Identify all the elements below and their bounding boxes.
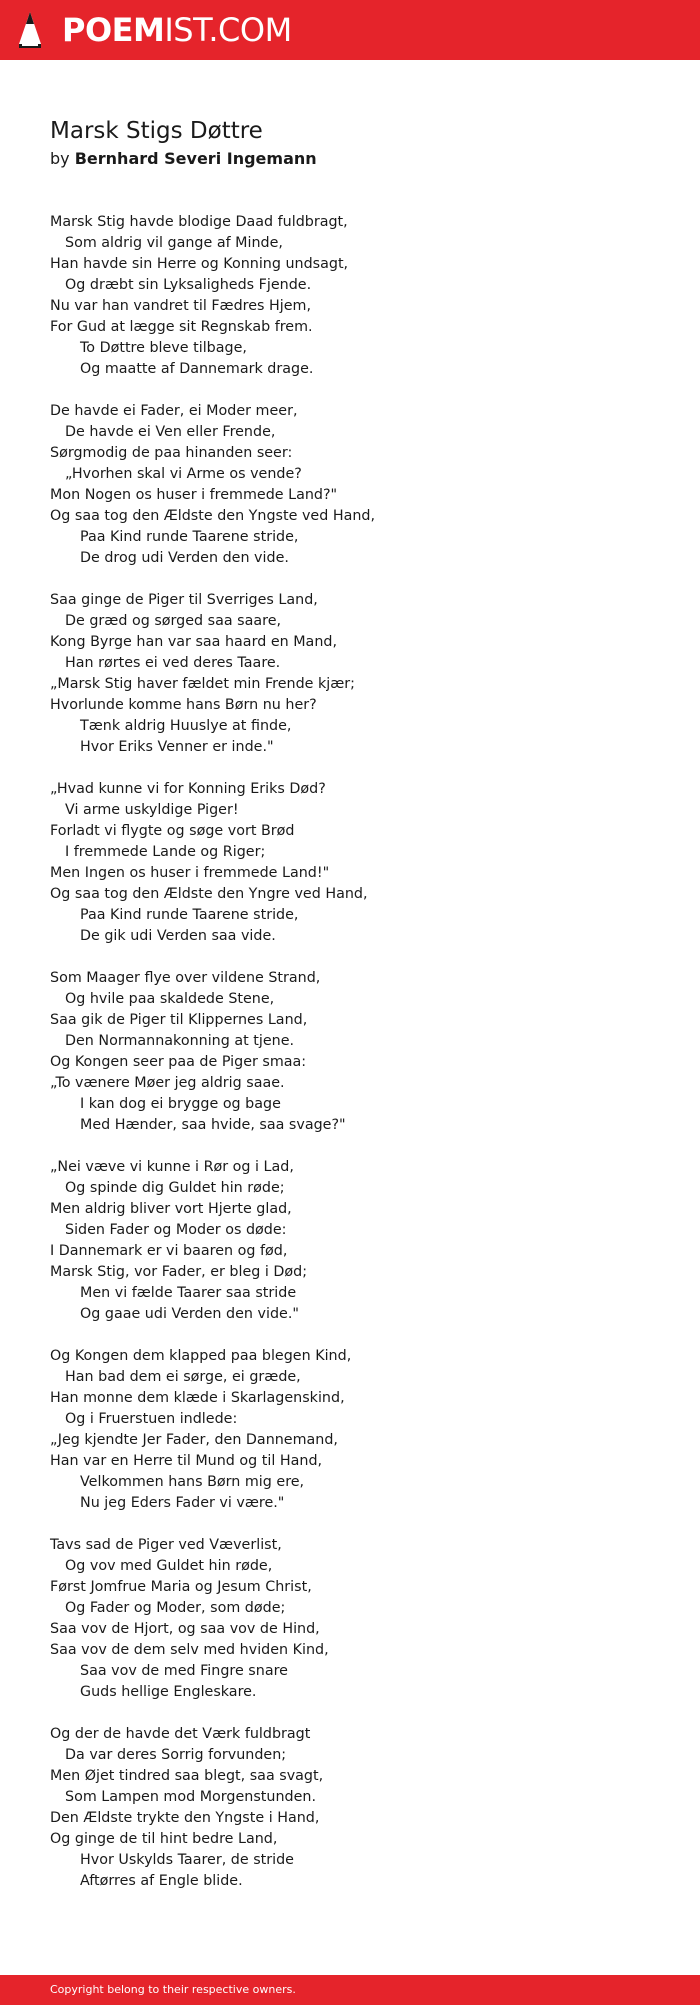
poem-line: Vi arme uskyldige Piger! — [65, 802, 239, 818]
poem-line: De gik udi Verden saa vide. — [80, 928, 276, 944]
poem-line: Og der de havde det Værk fuldbragt — [50, 1726, 311, 1742]
poem-line: Og spinde dig Guldet hin røde; — [65, 1180, 285, 1196]
poem-line: Saa vov de dem selv med hviden Kind, — [50, 1642, 329, 1658]
poem-line: Han monne dem klæde i Skarlagenskind, — [50, 1390, 345, 1406]
poem-line: Aftørres af Engle blide. — [80, 1873, 243, 1889]
poem-line: Han rørtes ei ved deres Taare. — [65, 655, 281, 671]
poem-line: De havde ei Ven eller Frende, — [65, 424, 276, 440]
poem-line: I Dannemark er vi baaren og fød, — [50, 1243, 288, 1259]
poem-line: Paa Kind runde Taarene stride, — [80, 907, 299, 923]
poem-line: Den Normannakonning at tjene. — [65, 1033, 295, 1049]
poem-line: Den Ældste trykte den Yngste i Hand, — [50, 1810, 320, 1826]
poem-line: Hvor Uskylds Taarer, de stride — [80, 1852, 294, 1868]
poem-line: „Hvad kunne vi for Konning Eriks Død? — [50, 781, 326, 797]
poem-line: Marsk Stig havde blodige Daad fuldbragt, — [50, 214, 348, 230]
poem-line: Og saa tog den Ældste den Yngre ved Hand, — [50, 886, 368, 902]
poem-line: Kong Byrge han var saa haard en Mand, — [50, 634, 337, 650]
poem-line: For Gud at lægge sit Regnskab frem. — [50, 319, 313, 335]
poem-line: Men Ingen os huser i fremmede Land!" — [50, 865, 330, 881]
poem-line: „Marsk Stig haver fældet min Frende kjær; — [50, 676, 356, 692]
poem-line: Nu jeg Eders Fader vi være." — [80, 1495, 285, 1511]
poem-line: Og gaae udi Verden den vide." — [80, 1306, 299, 1322]
brand-light: IST.COM — [164, 11, 292, 49]
poem-line: Velkommen hans Børn mig ere, — [80, 1474, 305, 1490]
poem-content — [50, 116, 670, 1913]
poem-line: Og Kongen dem klapped paa blegen Kind, — [50, 1348, 352, 1364]
poem-line: Saa vov de Hjort, og saa vov de Hind, — [50, 1621, 320, 1637]
poem-line: Og maatte af Dannemark drage. — [80, 361, 314, 377]
poem-line: „Jeg kjendte Jer Fader, den Dannemand, — [50, 1432, 338, 1448]
pencil-tip-icon — [18, 10, 42, 50]
poem-stanza — [50, 1535, 670, 1703]
poem-line: Og Fader og Moder, som døde; — [65, 1600, 286, 1616]
poem-line: To Døttre bleve tilbage, — [80, 340, 247, 356]
poem-line: Hvorlunde komme hans Børn nu her? — [50, 697, 317, 713]
poem-line: Saa ginge de Piger til Sverriges Land, — [50, 592, 318, 608]
poem-line: Tavs sad de Piger ved Væverlist, — [50, 1537, 282, 1553]
poem-stanza — [50, 1346, 670, 1514]
poem-line: Og ginge de til hint bedre Land, — [50, 1831, 278, 1847]
poem-line: Som Maager flye over vildene Strand, — [50, 970, 321, 986]
poem-line: Nu var han vandret til Fædres Hjem, — [50, 298, 312, 314]
poem-line: De drog udi Verden den vide. — [80, 550, 289, 566]
poem-line: Men Øjet tindred saa blegt, saa svagt, — [50, 1768, 324, 1784]
poem-line: Han havde sin Herre og Konning undsagt, — [50, 256, 349, 272]
poem-line: Først Jomfrue Maria og Jesum Christ, — [50, 1579, 312, 1595]
poem-line: Da var deres Sorrig forvunden; — [65, 1747, 287, 1763]
poem-title: Marsk Stigs Døttre — [50, 118, 263, 144]
poem-line: Paa Kind runde Taarene stride, — [80, 529, 299, 545]
poem-line: Han var en Herre til Mund og til Hand, — [50, 1453, 323, 1469]
poem-line: Med Hænder, saa hvide, saa svage?" — [80, 1117, 346, 1133]
poem-line: De havde ei Fader, ei Moder meer, — [50, 403, 298, 419]
poem-line: Saa gik de Piger til Klippernes Land, — [50, 1012, 308, 1028]
author-link[interactable]: Bernhard Severi Ingemann — [74, 149, 317, 168]
poem-line: Marsk Stig, vor Fader, er bleg i Død; — [50, 1264, 308, 1280]
poem-stanza — [50, 212, 670, 380]
poem-line: Og hvile paa skaldede Stene, — [65, 991, 275, 1007]
poem-line: Men vi fælde Taarer saa stride — [80, 1285, 297, 1301]
site-footer — [0, 1975, 700, 2005]
poem-line: „Nei væve vi kunne i Rør og i Lad, — [50, 1159, 294, 1175]
poem-stanza — [50, 1157, 670, 1325]
site-brand — [62, 11, 292, 49]
poem-stanza — [50, 590, 670, 758]
poem-line: Saa vov de med Fingre snare — [80, 1663, 288, 1679]
poem-body — [50, 212, 670, 1892]
poem-line: „To vænere Møer jeg aldrig saae. — [50, 1075, 285, 1091]
poem-line: Som aldrig vil gange af Minde, — [65, 235, 283, 251]
poem-stanza — [50, 968, 670, 1136]
poem-line: „Hvorhen skal vi Arme os vende? — [65, 466, 302, 482]
footer-copyright: Copyright belong to their respective owners. — [50, 1983, 296, 1996]
poem-stanza — [50, 401, 670, 569]
poem-line: Og vov med Guldet hin røde, — [65, 1558, 273, 1574]
poem-line: Og saa tog den Ældste den Yngste ved Hand, — [50, 508, 376, 524]
poem-line: Og i Fruerstuen indlede: — [65, 1411, 238, 1427]
poem-line: Sørgmodig de paa hinanden seer: — [50, 445, 293, 461]
byline — [50, 148, 670, 170]
poem-line: Og dræbt sin Lyksaligheds Fjende. — [65, 277, 312, 293]
byline-prefix: by — [50, 149, 70, 168]
poem-line: Som Lampen mod Morgenstunden. — [65, 1789, 317, 1805]
poem-line: I kan dog ei brygge og bage — [80, 1096, 281, 1112]
poem-line: De græd og sørged saa saare, — [65, 613, 282, 629]
site-header — [0, 0, 700, 60]
poem-stanza — [50, 779, 670, 947]
site-logo-link[interactable] — [18, 10, 292, 50]
poem-stanza — [50, 1724, 670, 1892]
poem-line: Guds hellige Engleskare. — [80, 1684, 257, 1700]
poem-line: Tænk aldrig Huuslye at finde, — [80, 718, 292, 734]
poem-line: Hvor Eriks Venner er inde." — [80, 739, 274, 755]
poem-line: Og Kongen seer paa de Piger smaa: — [50, 1054, 307, 1070]
poem-line: Men aldrig bliver vort Hjerte glad, — [50, 1201, 292, 1217]
poem-line: I fremmede Lande og Riger; — [65, 844, 266, 860]
poem-line: Forladt vi flygte og søge vort Brød — [50, 823, 295, 839]
poem-line: Mon Nogen os huser i fremmede Land?" — [50, 487, 338, 503]
poem-line: Han bad dem ei sørge, ei græde, — [65, 1369, 301, 1385]
brand-bold: POEM — [62, 11, 165, 49]
poem-line: Siden Fader og Moder os døde: — [65, 1222, 287, 1238]
